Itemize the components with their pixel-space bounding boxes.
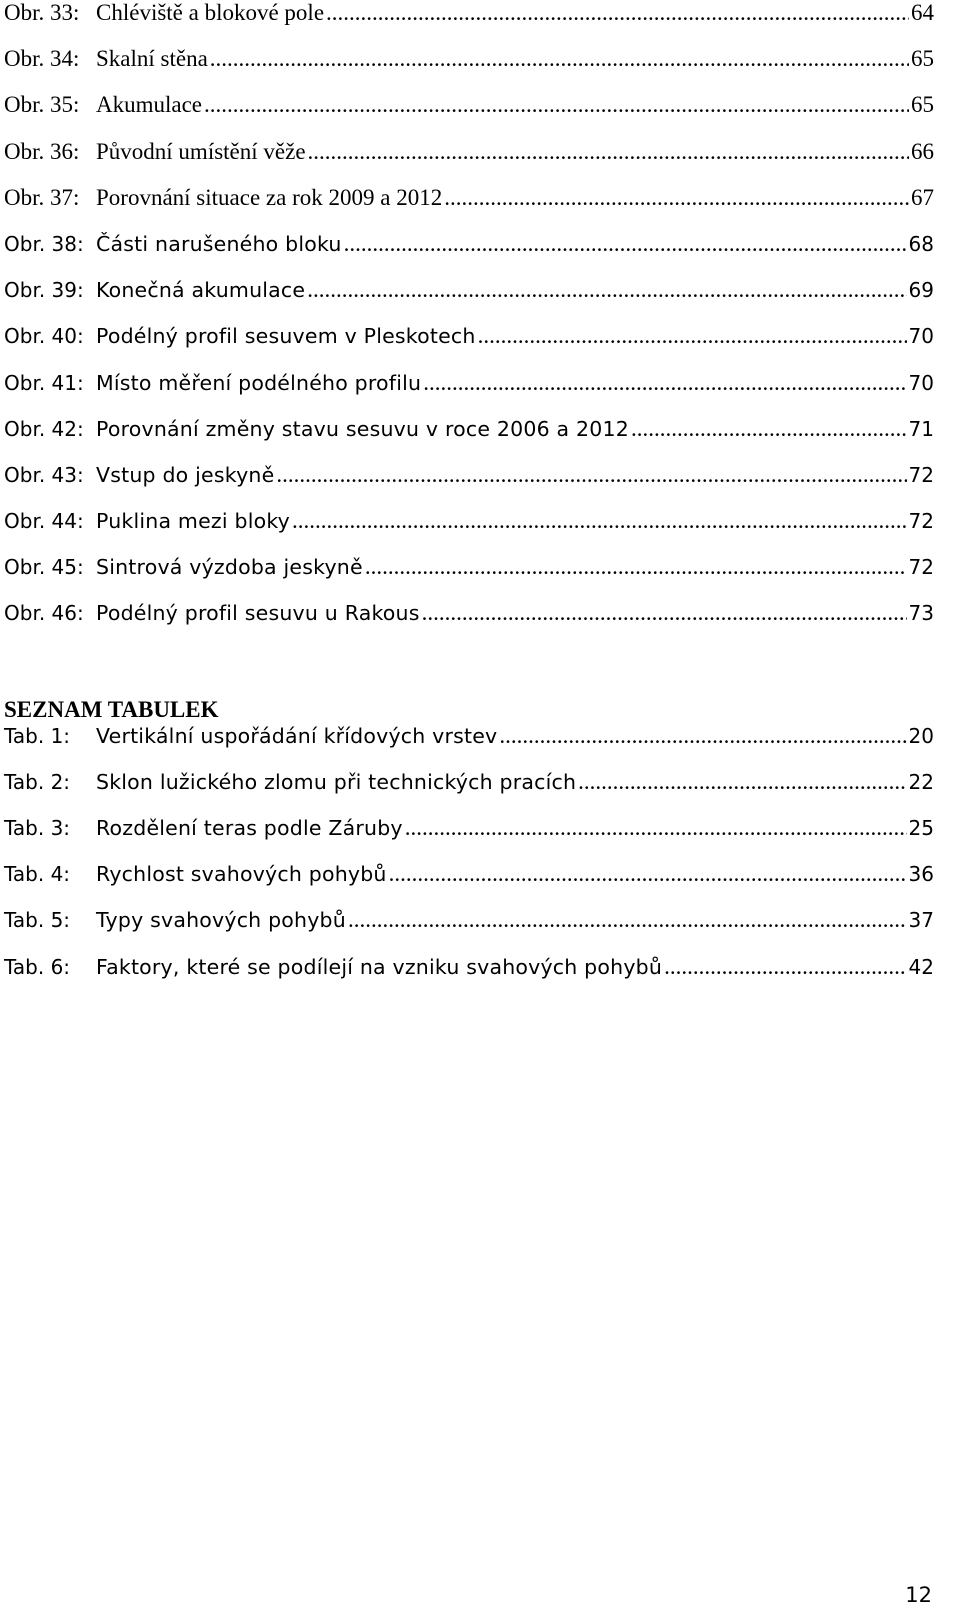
toc-entry[interactable] (4, 723, 934, 769)
entry-title: Konečná akumulace (96, 278, 306, 303)
entry-page-number: 72 (908, 462, 934, 487)
entry-label: Obr. 36: (4, 138, 80, 164)
entry-page-number: 65 (911, 92, 934, 118)
entry-page-number: 69 (908, 278, 934, 303)
entry-title: Sintrová výzdoba jeskyně (96, 555, 363, 580)
entry-page-number: 22 (908, 769, 934, 794)
entry-label: Tab. 3: (4, 816, 71, 840)
toc-entry[interactable] (4, 139, 934, 185)
entry-page-number: 42 (908, 954, 934, 979)
entry-label: Obr. 35: (4, 92, 80, 118)
entry-title: Skalní stěna (96, 46, 208, 72)
entry-label: Obr. 41: (4, 370, 84, 395)
entry-label: Obr. 33: (4, 0, 80, 25)
entry-title: Rychlost svahových pohybů (96, 862, 387, 887)
entry-title: Podélný profil sesuvem v Pleskotech (96, 324, 476, 349)
entry-page-number: 70 (908, 370, 934, 395)
entry-page-number: 72 (908, 509, 934, 534)
entry-page-number: 73 (908, 601, 934, 626)
dot-leader (578, 769, 906, 795)
toc-entry[interactable] (4, 370, 934, 416)
toc-entry[interactable] (4, 185, 934, 231)
toc-entry[interactable] (4, 0, 934, 46)
dot-leader (292, 508, 907, 534)
dot-leader (405, 815, 907, 841)
toc-entry[interactable] (4, 907, 934, 953)
dot-leader (389, 861, 907, 887)
toc-entry[interactable] (4, 416, 934, 462)
entry-label: Tab. 6: (4, 954, 71, 979)
entry-label: Tab. 2: (4, 769, 71, 794)
entry-page-number: 67 (911, 184, 934, 210)
toc-entry[interactable] (4, 861, 934, 907)
toc-entry[interactable] (4, 46, 934, 92)
entry-label: Tab. 1: (4, 723, 71, 748)
entry-label: Obr. 43: (4, 462, 84, 487)
entry-label: Tab. 5: (4, 908, 71, 933)
entry-label: Obr. 40: (4, 324, 84, 349)
entry-title: Původní umístění věže (96, 138, 306, 164)
entry-label: Obr. 42: (4, 416, 84, 441)
dot-leader (631, 416, 907, 442)
toc-entry[interactable] (4, 554, 934, 600)
entry-title: Akumulace (96, 92, 203, 118)
entry-title: Vstup do jeskyně (96, 462, 275, 487)
entry-page-number: 64 (911, 0, 934, 25)
table-list (4, 723, 934, 1000)
entry-label: Obr. 34: (4, 46, 80, 72)
dot-leader (326, 0, 909, 26)
entry-label: Obr. 37: (4, 184, 80, 210)
entry-label: Obr. 39: (4, 278, 84, 303)
dot-leader (365, 554, 907, 580)
entry-page-number: 37 (908, 908, 934, 933)
tables-heading: SEZNAM TABULEK (4, 696, 219, 722)
dot-leader (344, 231, 907, 257)
entry-title: Místo měření podélného profilu (96, 370, 422, 395)
entry-page-number: 72 (908, 555, 934, 580)
dot-leader (307, 277, 906, 303)
entry-label: Obr. 46: (4, 601, 84, 626)
dot-leader (308, 139, 909, 165)
entry-label: Obr. 45: (4, 555, 84, 580)
toc-entry[interactable] (4, 815, 934, 861)
toc-entry[interactable] (4, 508, 934, 554)
entry-label: Obr. 38: (4, 231, 84, 256)
entry-page-number: 65 (911, 46, 934, 72)
entry-title: Puklina mezi bloky (96, 509, 291, 534)
entry-title: Rozdělení teras podle Záruby (96, 816, 403, 840)
dot-leader (478, 323, 907, 349)
entry-title: Sklon lužického zlomu při technických pracích (96, 769, 577, 794)
entry-title: Chléviště a blokové pole (96, 0, 325, 25)
entry-label: Obr. 44: (4, 509, 84, 534)
dot-leader (348, 907, 907, 933)
dot-leader (499, 723, 906, 749)
entry-page-number: 25 (908, 816, 934, 840)
entry-title: Vertikální uspořádání křídových vrstev (96, 723, 498, 748)
dot-leader (422, 600, 907, 626)
entry-page-number: 70 (908, 324, 934, 349)
entry-title: Typy svahových pohybů (96, 908, 346, 933)
entry-title: Části narušeného bloku (96, 231, 342, 256)
toc-entry[interactable] (4, 462, 934, 508)
toc-entry[interactable] (4, 323, 934, 369)
entry-title: Porovnání změny stavu sesuvu v roce 2006 a 2012 (96, 416, 630, 441)
toc-entry[interactable] (4, 92, 934, 138)
entry-title: Faktory, které se podílejí na vzniku svahových pohybů (96, 954, 663, 979)
dot-leader (664, 954, 906, 980)
entry-page-number: 68 (908, 231, 934, 256)
dot-leader (276, 462, 906, 488)
toc-entry[interactable] (4, 954, 934, 1000)
entry-page-number: 36 (908, 862, 934, 887)
dot-leader (204, 92, 909, 118)
toc-entry[interactable] (4, 769, 934, 815)
page-number: 12 (905, 1583, 932, 1607)
dot-leader (444, 185, 909, 211)
entry-title: Porovnání situace za rok 2009 a 2012 (96, 184, 443, 210)
dot-leader (210, 46, 909, 72)
entry-label: Tab. 4: (4, 862, 71, 887)
entry-title: Podélný profil sesuvu u Rakous (96, 601, 420, 626)
entry-page-number: 71 (908, 416, 934, 441)
toc-entry[interactable] (4, 600, 934, 646)
entry-page-number: 20 (908, 723, 934, 748)
table-of-contents (4, 0, 934, 1000)
toc-entry[interactable] (4, 277, 934, 323)
entry-page-number: 66 (911, 138, 934, 164)
figure-list (4, 0, 934, 647)
toc-entry[interactable] (4, 231, 934, 277)
dot-leader (423, 370, 906, 396)
